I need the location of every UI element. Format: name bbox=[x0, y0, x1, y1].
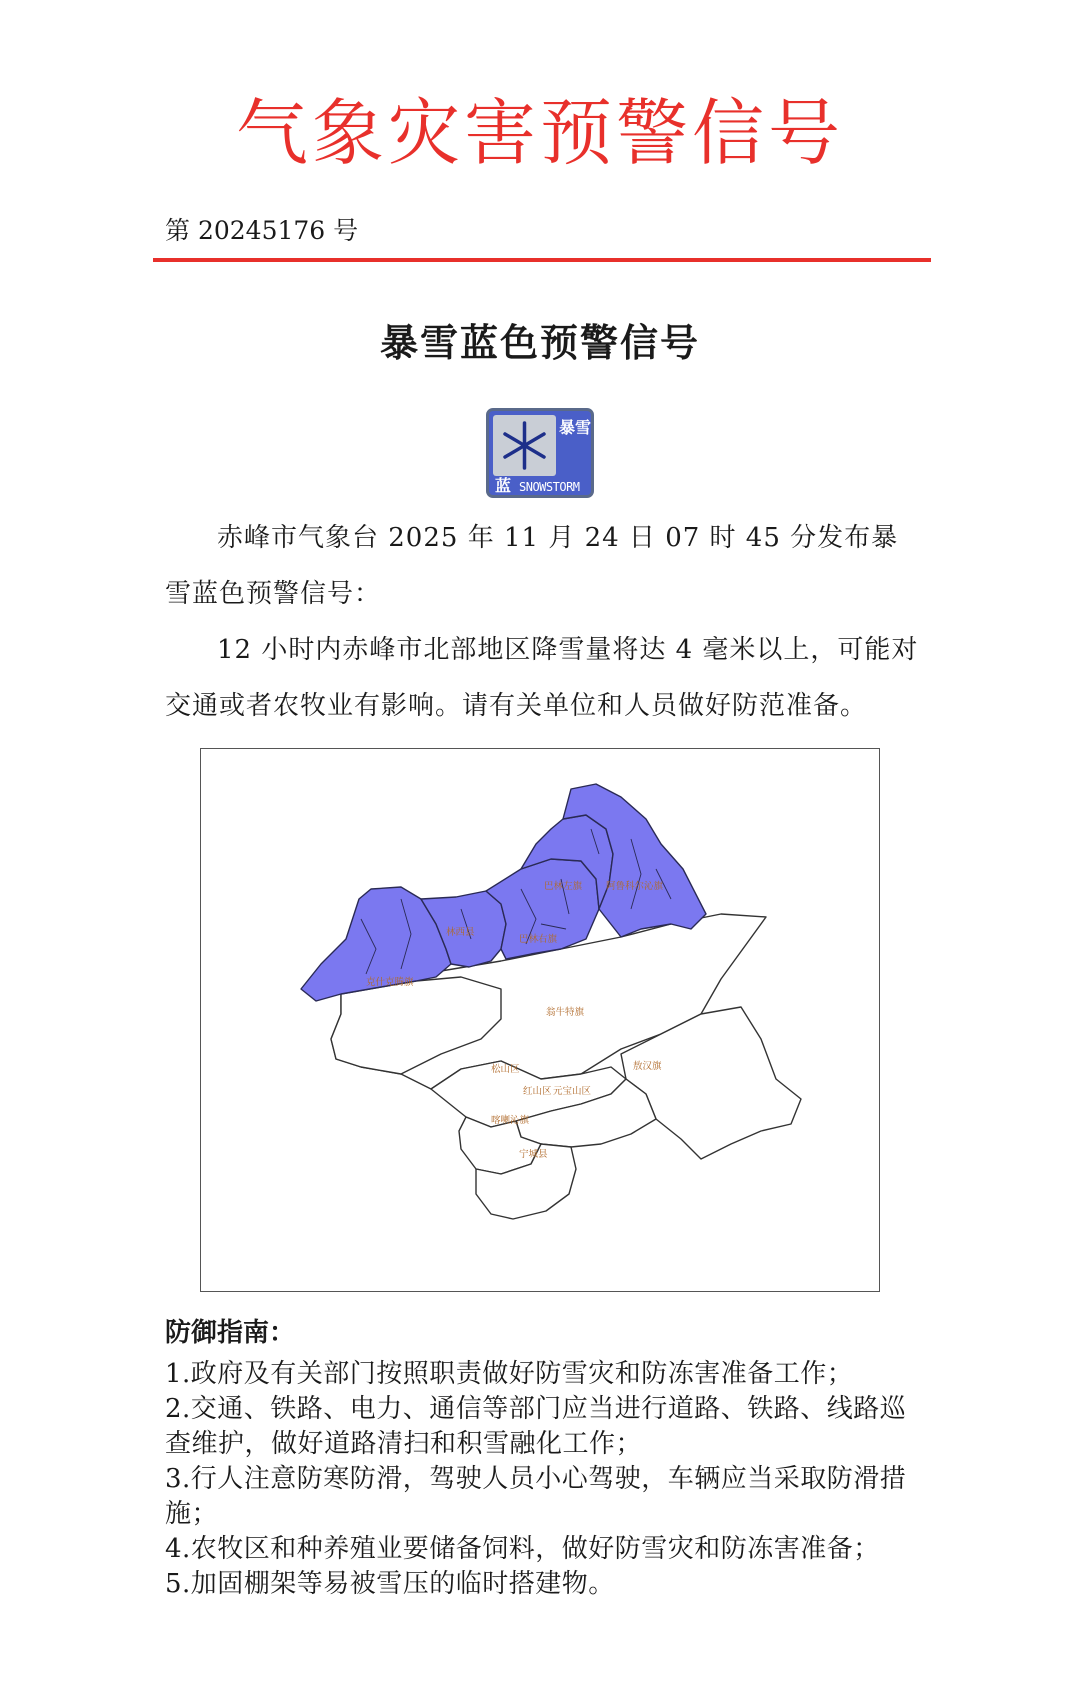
warning-area-map bbox=[200, 748, 880, 1292]
issuance-paragraph: 赤峰市气象台 2025 年 11 月 24 日 07 时 45 分发布暴雪蓝色预警信号： bbox=[165, 523, 899, 609]
snowflake-icon bbox=[493, 415, 556, 476]
guide-item-4: 4.农牧区和种养殖业要储备饲料，做好防雪灾和防冻害准备； bbox=[165, 1534, 880, 1564]
defense-guide-list bbox=[165, 1357, 925, 1602]
guide-item-5: 5.加固棚架等易被雪压的临时搭建物。 bbox=[165, 1569, 615, 1599]
map-label-linxi: 林西县 bbox=[446, 927, 475, 938]
map-label-ar-khorchin: 阿鲁科尔沁旗 bbox=[606, 881, 664, 892]
map-label-bairin-right: 巴林右旗 bbox=[519, 934, 558, 945]
map-label-hongshan: 红山区 bbox=[523, 1086, 552, 1097]
forecast-paragraph: 12 小时内赤峰市北部地区降雪量将达 4 毫米以上，可能对交通或者农牧业有影响。请有关单位和人员做好防范准备。 bbox=[165, 635, 919, 721]
guide-item-2: 2.交通、铁路、电力、通信等部门应当进行道路、铁路、线路巡查维护，做好道路清扫和积雪融化工作； bbox=[165, 1394, 907, 1459]
document-number: 第 20245176 号 bbox=[165, 216, 359, 245]
map-label-ongniud: 翁牛特旗 bbox=[546, 1007, 585, 1018]
snowstorm-blue-badge bbox=[486, 408, 594, 498]
badge-english-label: SNOWSTORM bbox=[519, 480, 580, 494]
badge-name: 暴雪 bbox=[559, 418, 592, 437]
map-label-songshan: 松山区 bbox=[491, 1064, 520, 1075]
defense-guide-heading: 防御指南： bbox=[165, 1318, 296, 1348]
map-label-yuanbaoshan: 元宝山区 bbox=[553, 1086, 592, 1097]
header-divider bbox=[153, 258, 931, 262]
map-label-harqin: 喀喇沁旗 bbox=[491, 1115, 530, 1126]
map-label-bairin-left: 巴林左旗 bbox=[544, 881, 583, 892]
chifeng-map-svg bbox=[201, 749, 879, 1291]
document-header-title: 气象灾害预警信号 bbox=[235, 91, 844, 175]
map-label-hexigten: 克什克腾旗 bbox=[366, 977, 414, 988]
map-label-aohan: 敖汉旗 bbox=[633, 1061, 662, 1072]
guide-item-3: 3.行人注意防寒防滑，驾驶人员小心驾驶，车辆应当采取防滑措施； bbox=[165, 1464, 907, 1529]
badge-symbol-box bbox=[493, 415, 556, 476]
badge-level: 蓝 bbox=[495, 476, 512, 495]
map-label-ningcheng: 宁城县 bbox=[519, 1149, 548, 1160]
guide-item-1: 1.政府及有关部门按照职责做好防雪灾和防冻害准备工作； bbox=[165, 1359, 854, 1389]
signal-title: 暴雪蓝色预警信号 bbox=[379, 320, 700, 365]
